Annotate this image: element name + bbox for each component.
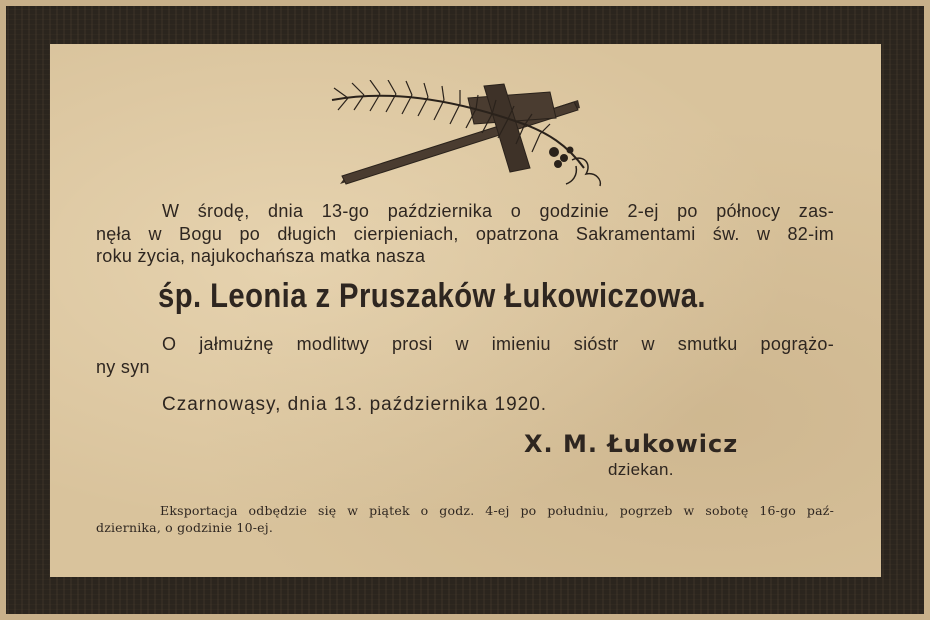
obituary-card [50,44,881,577]
place-and-date: Czarnowąsy, dnia 13. października 1920. [162,394,548,415]
deceased-name: śp. Leonia z Pruszaków Łukowiczowa. [158,277,706,315]
funeral-note-line-1: Eksportacja odbędzie się w piątek o godz. 4-ej po południu, pogrzeb w sobotę 16-go paź- [160,503,834,518]
funeral-note-line-2: dziernika, o godzinie 10-ej. [96,520,273,535]
signer-title: dziekan. [608,460,674,479]
announcement-line-1: W środę, dnia 13-go października o godzinie 2-ej po północy zas- [162,201,834,221]
prayer-request-line-2: ny syn [96,357,150,377]
cross-with-palm-branch-icon [328,80,613,188]
signature: X. M. Łukowicz [524,430,739,458]
prayer-request-line-1: O jałmużnę modlitwy prosi w imieniu sióstr w smutku pogrążo- [162,334,834,354]
announcement-line-2: nęła w Bogu po długich cierpieniach, opatrzona Sakramentami św. w 82-im [96,224,834,244]
announcement-line-3: roku życia, najukochańsza matka nasza [96,246,426,266]
